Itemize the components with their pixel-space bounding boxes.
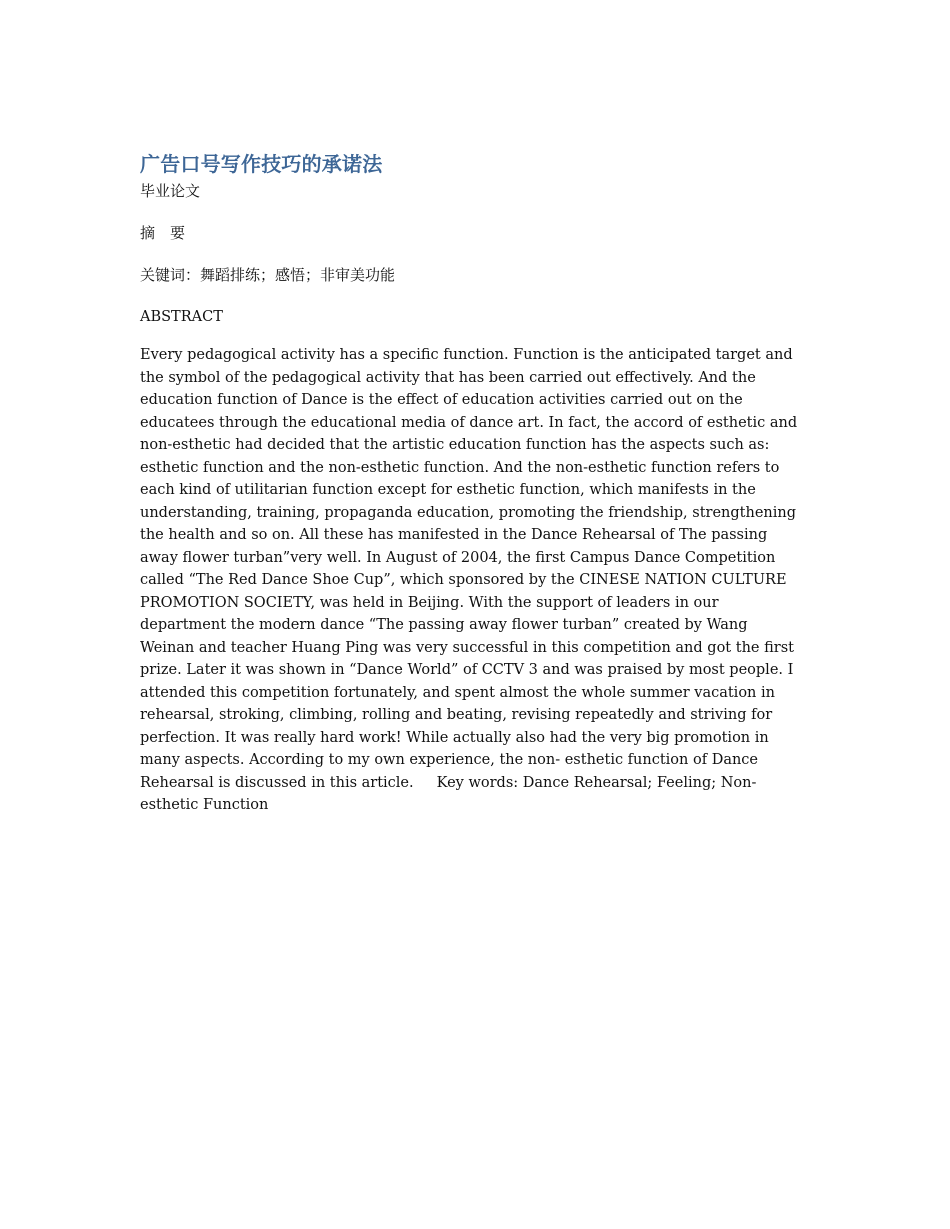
abstract-body-english: Every pedagogical activity has a specific function. Function is the anticipated target and the symbol of the pedagogical activity that has been carried out effectively. And the education function of Dance is the effect of education activities carried out on the educatees through the educational media of dance art. In fact, the accord of esthetic and non-esthetic had decided that the artistic education function has the aspects such as: esthetic function and the non-esthetic function. And the non-esthetic function refers to each kind of utilitarian function except for esthetic function, which manifests in the understanding, training, propaganda education, promoting the friendship, strengthening the health and so on. All these has manifested in the Dance Rehearsal of The passing away flower turban”very well. In August of 2004, the first Campus Dance Competition called “The Red Dance Shoe Cup”, which sponsored by the CINESE NATION CULTURE PROMOTION SOCIETY, was held in Beijing. With the support of leaders in our department the modern dance “The passing away flower turban” created by Wang Weinan and teacher Huang Ping was very successful in this competition and got the first prize. Later it was shown in “Dance World” of CCTV 3 and was praised by most people. I attended this competition fortunately, and spent almost the whole summer vacation in rehearsal, stroking, climbing, rolling and beating, revising repeatedly and striving for perfection. It was really hard work! While actually also had the very big promotion in many aspects. According to my own experience, the non- esthetic function of Dance Rehearsal is discussed in this article. Key words: Dance Rehearsal; Feeling; Non-esthetic Function (140, 347, 802, 813)
document-title: 广告口号写作技巧的承诺法 (140, 152, 383, 176)
keywords-chinese: 关键词：舞蹈排练；感悟；非审美功能 (140, 266, 396, 284)
document-subtitle: 毕业论文 (140, 182, 201, 200)
abstract-heading-english: ABSTRACT (140, 309, 223, 325)
document-page (140, 150, 805, 817)
abstract-heading-chinese: 摘 要 (140, 224, 186, 242)
